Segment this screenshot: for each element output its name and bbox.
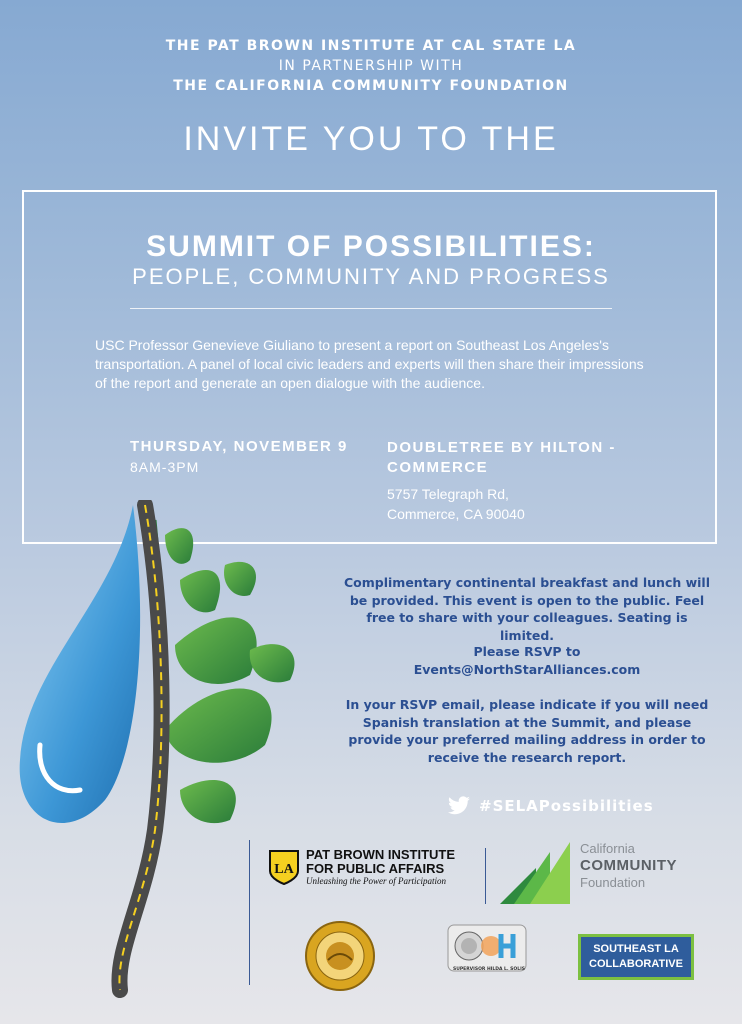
rsvp-block — [342, 643, 712, 678]
logo-divider-middle — [485, 848, 486, 904]
sela-line-1: SOUTHEAST LA — [593, 943, 679, 955]
host-credits — [0, 36, 742, 96]
pbi-tagline: Unleashing the Power of Participation — [306, 876, 446, 886]
southeast-la-collaborative-logo — [578, 934, 694, 980]
venue-block — [387, 438, 647, 524]
ccf-logo-text — [580, 840, 677, 891]
ccf-logo-mark — [500, 842, 572, 904]
host-line-2: IN PARTNERSHIP WITH — [278, 58, 464, 74]
drop-leaf-road-illustration — [15, 500, 315, 1000]
leaf-3 — [224, 562, 256, 596]
event-time: 8AM-3PM — [130, 459, 200, 475]
event-subtitle: PEOPLE, COMMUNITY AND PROGRESS — [132, 264, 610, 289]
cal-state-la-shield-icon — [268, 849, 300, 885]
rsvp-note: In your RSVP email, please indicate if you will need Spanish translation at the Summit, and please provide your preferred mailing address in order to receive the research report. — [345, 697, 709, 765]
rsvp-email-link[interactable]: Events@NorthStarAlliances.com — [413, 661, 641, 677]
california-assembly-seal — [304, 920, 376, 992]
leaf-1 — [165, 528, 193, 564]
ccf-line-1: California — [580, 841, 635, 856]
logo-divider-left — [249, 840, 250, 985]
ccf-line-3: Foundation — [580, 875, 646, 890]
venue-address-line-1: 5757 Telegraph Rd, — [387, 486, 509, 502]
host-line-1: THE PAT BROWN INSTITUTE AT CAL STATE LA — [165, 38, 577, 54]
leaf-6 — [165, 688, 272, 762]
shield-letters: LA — [274, 862, 294, 877]
meals-notice: Complimentary continental breakfast and lunch will be provided. This event is open to the public. Feel free to share with your colleagues. Seating is limited. — [343, 575, 710, 643]
event-title: SUMMIT OF POSSIBILITIES: — [146, 230, 596, 263]
event-venue: DOUBLETREE BY HILTON - COMMERCE — [387, 439, 616, 476]
leaf-5 — [250, 644, 295, 682]
hashtag-text[interactable]: #SELAPossibilities — [479, 797, 654, 815]
twitter-bird-icon — [447, 796, 471, 816]
rsvp-label: Please RSVP to — [473, 644, 581, 659]
pat-brown-institute-logo — [268, 848, 455, 886]
event-date: THURSDAY, NOVEMBER 9 — [130, 438, 348, 455]
ccf-line-2: COMMUNITY — [580, 857, 677, 874]
solis-caption: SUPERVISOR HILDA L. SOLIS — [452, 967, 526, 972]
supervisor-solis-logo — [447, 924, 527, 972]
pbi-name-line-1: PAT BROWN INSTITUTE — [306, 847, 456, 862]
sela-line-2: COLLABORATIVE — [589, 958, 683, 970]
venue-address-line-2: Commerce, CA 90040 — [387, 506, 525, 522]
title-divider — [130, 308, 612, 309]
leaf-2 — [180, 570, 220, 612]
hashtag-row — [447, 796, 654, 816]
date-block — [130, 438, 348, 475]
leaf-7 — [180, 780, 236, 823]
event-description: USC Professor Genevieve Giuliano to present a report on Southeast Los Angeles's transportation. A panel of local civic leaders and experts will then share their impressions of the report and generate an open dialogue with the audience. — [95, 337, 644, 391]
invite-heading: INVITE YOU TO THE — [183, 120, 559, 158]
host-line-3: THE CALIFORNIA COMMUNITY FOUNDATION — [173, 78, 569, 94]
water-drop-shape — [20, 505, 140, 823]
pbi-name-line-2: FOR PUBLIC AFFAIRS — [306, 861, 445, 876]
leaf-4 — [175, 617, 257, 684]
